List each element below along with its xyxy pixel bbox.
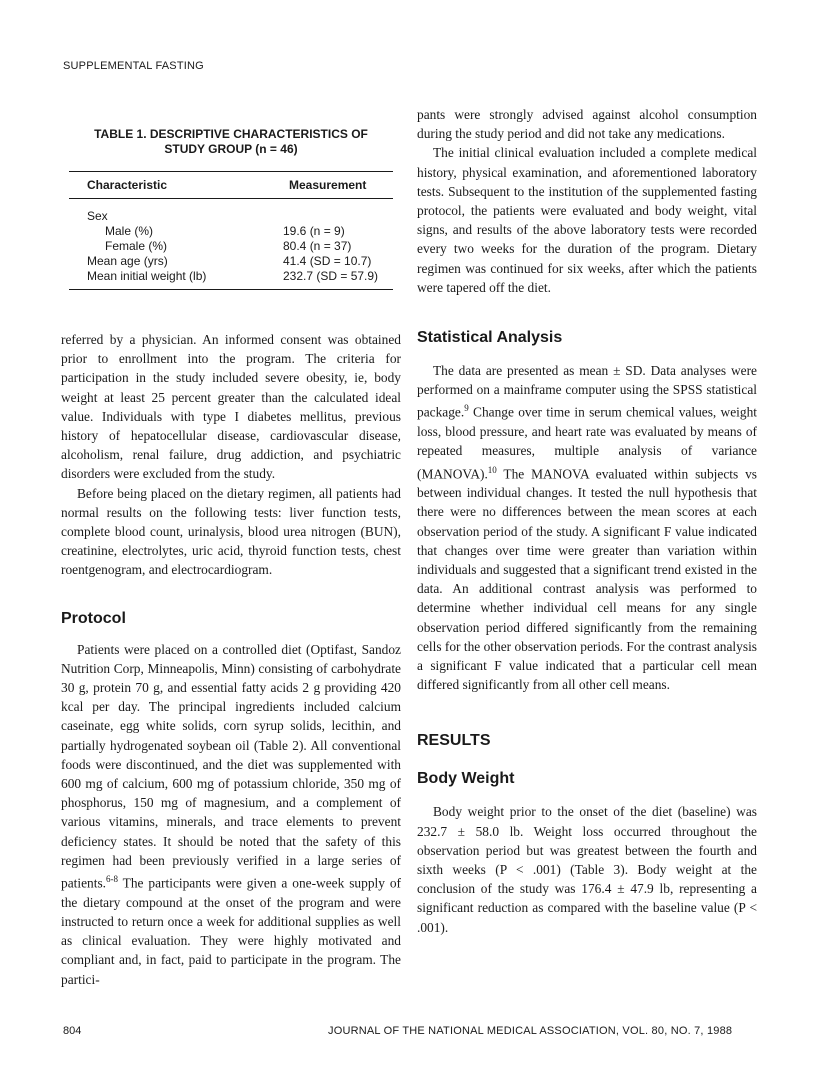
table-row	[69, 254, 393, 269]
left-column	[61, 330, 401, 989]
paragraph-eligibility: referred by a physician. An informed consent was obtained prior to enrollment into the program. The criteria for participation in the study included severe obesity, ie, body weight at least 25 percent greater than the calculated ideal value. Individuals with type I diabetes mellitus, previous history of hepatocellular disease, cardiovascular disease, alcoholism, renal failure, drug addiction, and psychiatric disorders were excluded from the study.	[61, 332, 401, 482]
characteristics-table-body	[69, 209, 393, 284]
stats-text-b: Change over time in serum chemical values, weight loss, blood pressure, and heart rate was evaluated by means of repeated measures, multiple analysis of variance (MANOVA).	[417, 404, 757, 481]
col-header-characteristic: Characteristic	[87, 178, 168, 192]
right-column	[417, 105, 757, 937]
reference-marker: 6-8	[106, 874, 118, 885]
row-value: 19.6 (n = 9)	[283, 224, 345, 238]
row-label: Mean age (yrs)	[87, 254, 168, 268]
table-bottom-rule	[69, 289, 393, 290]
statistical-analysis-heading: Statistical Analysis	[417, 329, 563, 347]
protocol-text-b: The participants were given a one-week supply of the dietary compound at the onset of the program and were instructed to return once a week for additional supplies as well as clinical evaluation. They were highly motivated and compliant and, in fact, paid to participate in the program. The partici-	[61, 875, 401, 987]
row-value: 232.7 (SD = 57.9)	[283, 269, 379, 283]
table-row	[69, 269, 393, 284]
row-label: Mean initial weight (lb)	[87, 269, 207, 283]
table-title-line2: STUDY GROUP (n = 46)	[164, 142, 298, 156]
paragraph-body-weight: Body weight prior to the onset of the diet (baseline) was 232.7 ± 58.0 lb. Weight loss occurred throughout the observation period but was greatest between the fourth and sixth weeks (P < .001) (Table 3). Body weight at the conclusion of the study was 176.4 ± 47.9 lb, representing a significant reduction as compared with the baseline value (P < .001).	[417, 804, 757, 935]
table-row	[69, 209, 393, 224]
paragraph-protocol	[61, 640, 401, 989]
stats-text-c: The MANOVA evaluated within subjects vs between individual changes. It tested the null hypothesis that there were no differences between the mean scores at each observation period of the study. A significant F value indicated that changes over time were greater than variation within individuals and suggested that a significant trend existed in the data. An additional contrast analysis was performed to determine whether individual cell means for any single observation period differed significantly from the remaining cells for the other observation periods. For the contrast analysis a significant F value indicated that a particular cell mean differed significantly from all other cell means.	[417, 465, 757, 693]
paragraph-baseline-tests: Before being placed on the dietary regimen, all patients had normal results on the following tests: liver function tests, complete blood count, urinalysis, blood urea nitrogen (BUN), creatinine, electrolytes, uric acid, thyroid function tests, chest roentgenogram, and electrocardiogram.	[61, 485, 401, 578]
paragraph-medications: pants were strongly advised against alcohol consumption during the study period and did not take any medications.	[417, 107, 757, 142]
body-weight-heading: Body Weight	[417, 770, 515, 788]
row-label: Sex	[87, 209, 108, 223]
row-value: 41.4 (SD = 10.7)	[283, 254, 372, 268]
protocol-text-a: Patients were placed on a controlled diet (Optifast, Sandoz Nutrition Corp, Minneapolis, Minn) consisting of carbohydrate 30 g, protein 70 g, and essential fatty acids 2 g providing 420 kcal per day. The principal ingredients included calcium caseinate, egg white solids, corn syrup solids, lecithin, and partially hydrogenated soybean oil (Table 2). All conventional foods were discontinued, and the diet was supplemented with 600 mg of calcium, 600 mg of potassium chloride, 350 mg of phosphorus, 150 mg of magnesium, and a complement of various vitamins, minerals, and trace elements to prevent deficiency states. It should be noted that the safety of this regimen had been previously verified in a large series of patients.	[61, 641, 401, 891]
col-header-measurement: Measurement	[289, 178, 367, 192]
paragraph-statistics	[417, 361, 757, 694]
table-row	[69, 239, 393, 254]
table-1	[61, 127, 401, 290]
journal-citation: JOURNAL OF THE NATIONAL MEDICAL ASSOCIATION, VOL. 80, NO. 7, 1988	[328, 1025, 733, 1037]
table-header-rule	[69, 198, 393, 199]
paragraph-clinical-evaluation: The initial clinical evaluation included a complete medical history, physical examination, and aforementioned laboratory tests. Subsequent to the institution of the supplemented fasting protocol, the patients were evaluated and body weight, vital signs, and results of the above laboratory tests were recorded every two weeks for the duration of the program. Dietary regimen was continued for six weeks, after which the patients were tapered off the diet.	[417, 145, 757, 295]
reference-marker: 9	[464, 403, 469, 414]
results-heading: RESULTS	[417, 732, 491, 750]
row-label: Male (%)	[105, 224, 154, 238]
table-row	[69, 224, 393, 239]
page-number: 804	[63, 1025, 82, 1037]
table-title-line1: TABLE 1. DESCRIPTIVE CHARACTERISTICS OF	[94, 127, 368, 141]
protocol-heading: Protocol	[61, 609, 126, 627]
row-value: 80.4 (n = 37)	[283, 239, 352, 253]
row-label: Female (%)	[105, 239, 168, 253]
table-header-row	[69, 172, 393, 198]
row-value	[283, 209, 393, 224]
characteristics-table	[69, 172, 393, 198]
running-head: SUPPLEMENTAL FASTING	[63, 60, 204, 72]
reference-marker: 10	[487, 464, 497, 475]
table-title	[61, 127, 401, 157]
stats-text-a: The data are presented as mean ± SD. Data analyses were performed on a mainframe computer using the SPSS statistical package.	[417, 363, 757, 420]
